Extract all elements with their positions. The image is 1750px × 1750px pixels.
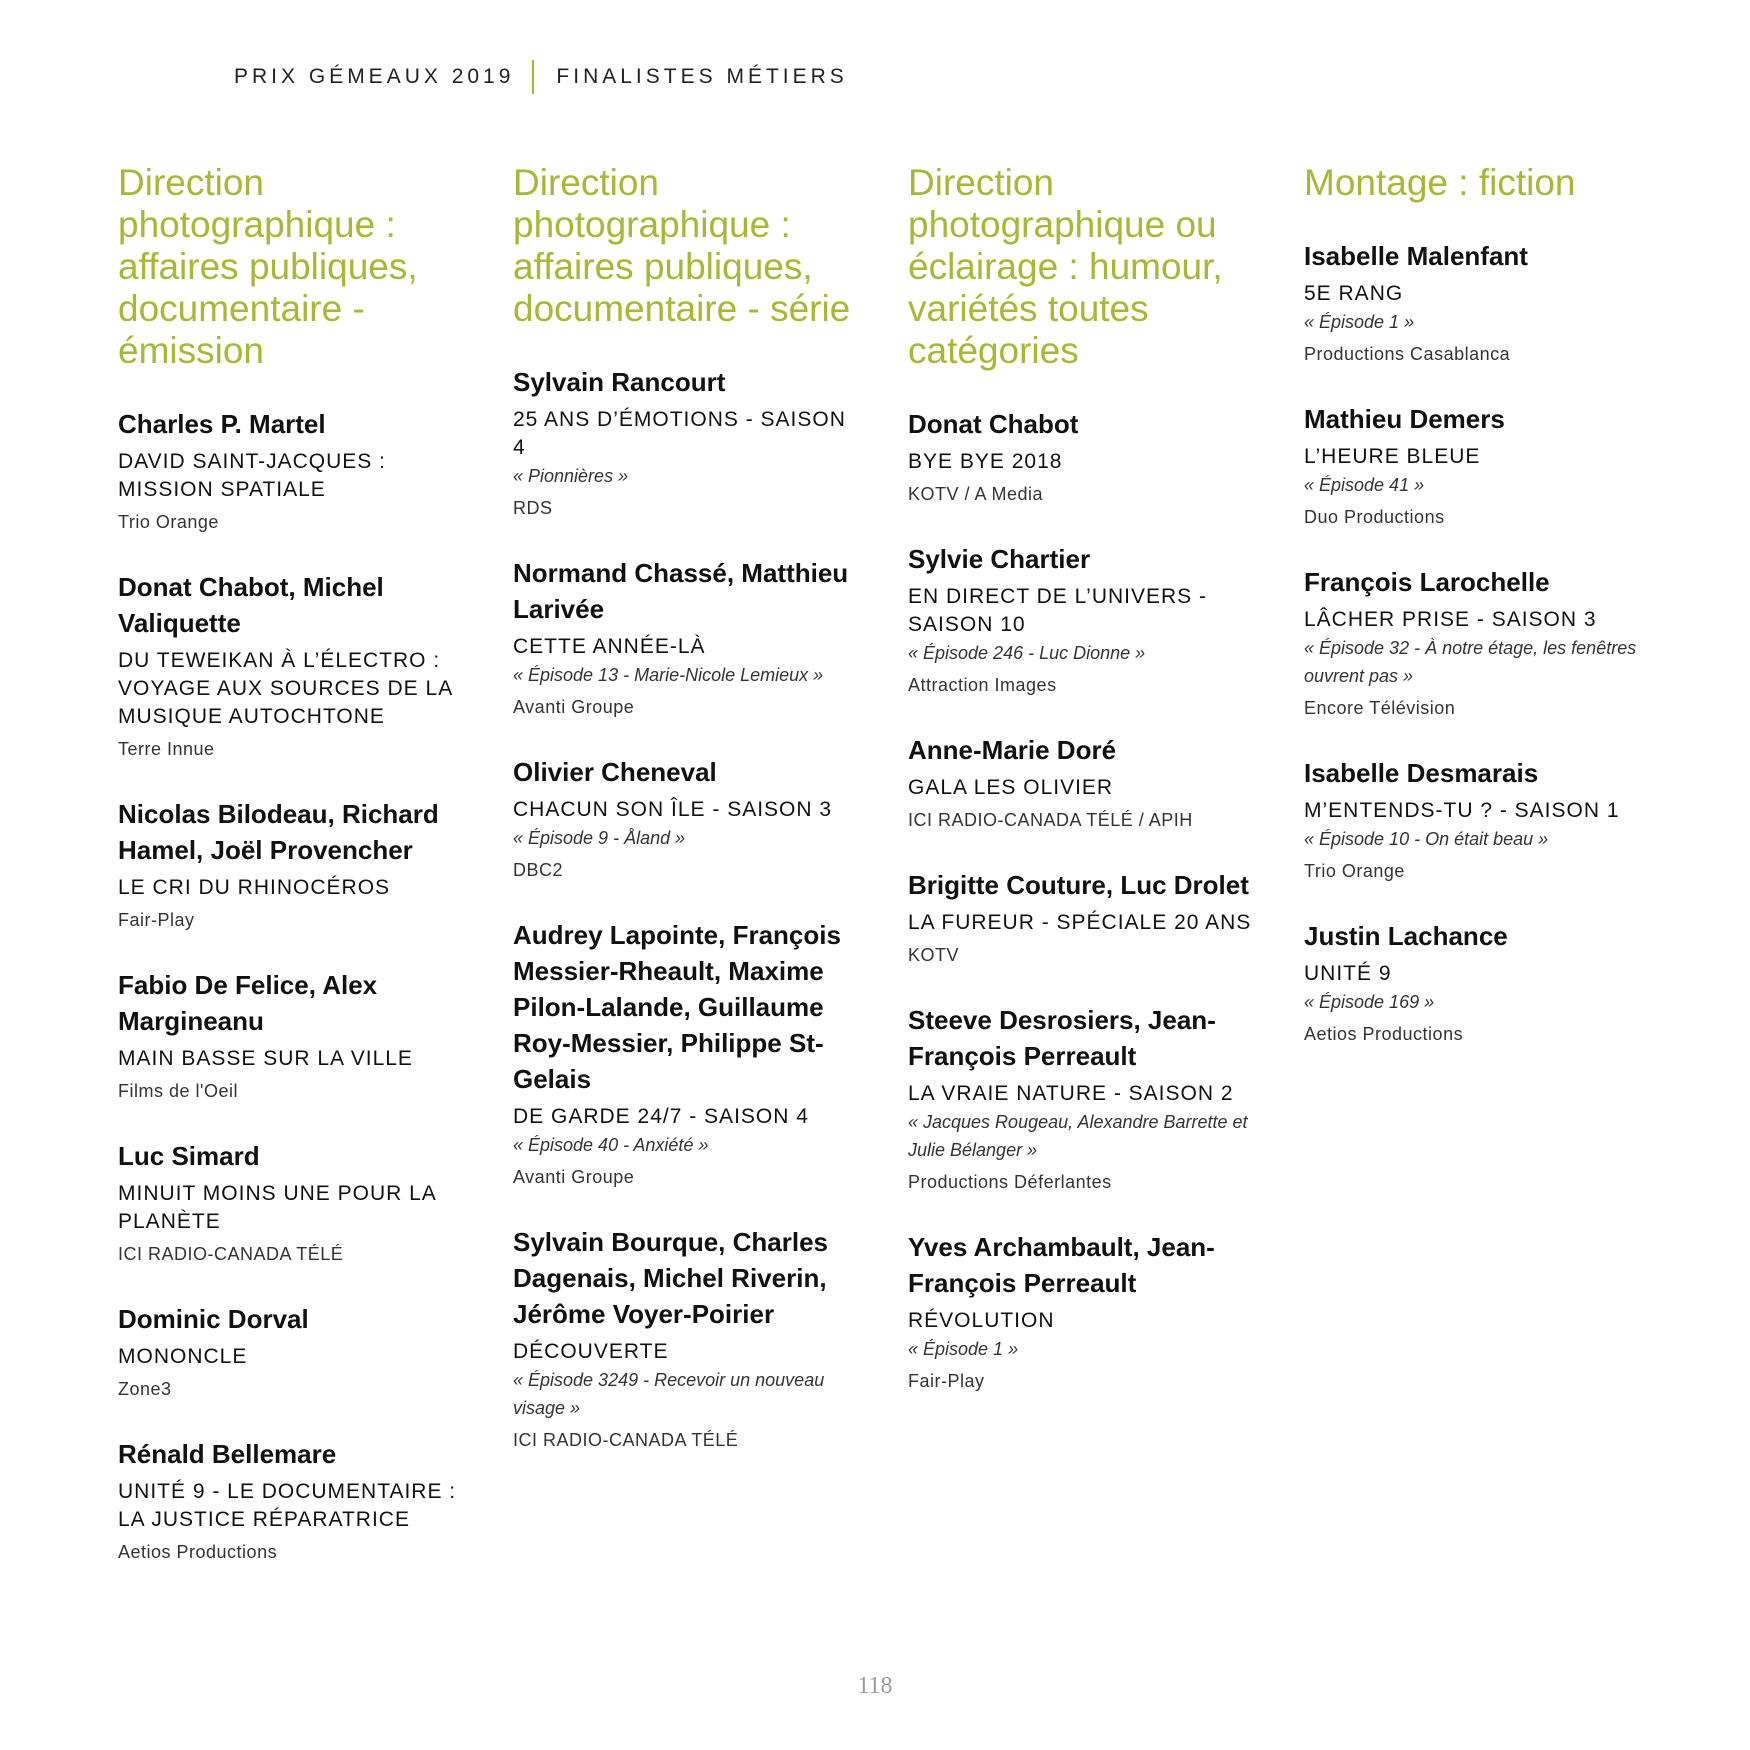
finalist-entry bbox=[1304, 755, 1654, 883]
production-company: Aetios Productions bbox=[118, 1542, 278, 1562]
finalist-names: Sylvain Rancourt bbox=[513, 367, 726, 397]
category-title: Montage : fiction bbox=[1304, 162, 1576, 203]
episode-title: « Pionnières » bbox=[513, 466, 629, 486]
production-company: Avanti Groupe bbox=[513, 1167, 635, 1187]
production-company: DBC2 bbox=[513, 860, 564, 880]
production-company: Avanti Groupe bbox=[513, 697, 635, 717]
production-company: Productions Déferlantes bbox=[908, 1172, 1112, 1192]
finalist-entry bbox=[118, 1436, 468, 1564]
category-column bbox=[1304, 162, 1654, 1081]
show-title: EN DIRECT DE L’UNIVERS - SAISON 10 bbox=[908, 585, 1207, 636]
show-title: LE CRI DU RHINOCÉROS bbox=[118, 876, 391, 899]
show-title: UNITÉ 9 bbox=[1304, 962, 1392, 985]
finalist-names: François Larochelle bbox=[1304, 567, 1550, 597]
finalist-names: Nicolas Bilodeau, Richard Hamel, Joël Provencher bbox=[118, 799, 439, 865]
production-company: Terre Innue bbox=[118, 739, 215, 759]
finalist-entry bbox=[118, 1138, 468, 1266]
show-title: CHACUN SON ÎLE - SAISON 3 bbox=[513, 798, 833, 821]
category-column bbox=[118, 162, 468, 1599]
header-divider bbox=[532, 60, 534, 94]
episode-title: « Épisode 13 - Marie-Nicole Lemieux » bbox=[513, 665, 824, 685]
production-company: Zone3 bbox=[118, 1379, 172, 1399]
finalist-names: Dominic Dorval bbox=[118, 1304, 309, 1334]
show-title: DU TEWEIKAN À L’ÉLECTRO : VOYAGE AUX SOURCES DE LA MUSIQUE AUTOCHTONE bbox=[118, 649, 453, 728]
show-title: MINUIT MOINS UNE POUR LA PLANÈTE bbox=[118, 1182, 436, 1233]
finalist-entry bbox=[118, 796, 468, 932]
finalist-names: Isabelle Desmarais bbox=[1304, 758, 1539, 788]
category-title: Direction photographique ou éclairage : humour, variétés toutes catégories bbox=[908, 162, 1223, 371]
finalist-entry bbox=[118, 967, 468, 1103]
finalist-names: Steeve Desrosiers, Jean-François Perreault bbox=[908, 1005, 1216, 1071]
episode-title: « Jacques Rougeau, Alexandre Barrette et Julie Bélanger » bbox=[908, 1112, 1248, 1160]
show-title: GALA LES OLIVIER bbox=[908, 776, 1114, 799]
episode-title: « Épisode 1 » bbox=[1304, 312, 1415, 332]
show-title: RÉVOLUTION bbox=[908, 1309, 1055, 1332]
episode-title: « Épisode 9 - Åland » bbox=[513, 828, 686, 848]
episode-title: « Épisode 3249 - Recevoir un nouveau visage » bbox=[513, 1370, 825, 1418]
show-title: LÂCHER PRISE - SAISON 3 bbox=[1304, 608, 1597, 631]
finalist-entry bbox=[908, 867, 1258, 967]
production-company: Productions Casablanca bbox=[1304, 344, 1511, 364]
finalist-names: Justin Lachance bbox=[1304, 921, 1508, 951]
finalist-names: Fabio De Felice, Alex Margineanu bbox=[118, 970, 378, 1036]
production-company: Duo Productions bbox=[1304, 507, 1445, 527]
show-title: DE GARDE 24/7 - SAISON 4 bbox=[513, 1105, 809, 1128]
production-company: Encore Télévision bbox=[1304, 698, 1456, 718]
finalist-names: Mathieu Demers bbox=[1304, 404, 1505, 434]
finalist-entry bbox=[908, 1229, 1258, 1393]
category-title: Direction photographique : affaires publiques, documentaire - émission bbox=[118, 162, 418, 371]
production-company: Trio Orange bbox=[118, 512, 219, 532]
finalist-entry bbox=[513, 364, 863, 520]
finalist-entry bbox=[1304, 918, 1654, 1046]
episode-title: « Épisode 169 » bbox=[1304, 992, 1435, 1012]
finalist-entry bbox=[1304, 238, 1654, 366]
production-company: Films de l'Oeil bbox=[118, 1081, 238, 1101]
finalist-names: Brigitte Couture, Luc Drolet bbox=[908, 870, 1249, 900]
production-company: KOTV bbox=[908, 945, 960, 965]
finalist-names: Luc Simard bbox=[118, 1141, 260, 1171]
finalist-names: Donat Chabot bbox=[908, 409, 1079, 439]
episode-title: « Épisode 32 - À notre étage, les fenêtres ouvrent pas » bbox=[1304, 638, 1637, 686]
header-section: FINALISTES MÉTIERS bbox=[556, 65, 848, 88]
show-title: UNITÉ 9 - LE DOCUMENTAIRE : LA JUSTICE RÉPARATRICE bbox=[118, 1480, 457, 1531]
finalist-names: Audrey Lapointe, François Messier-Rheault, Maxime Pilon-Lalande, Guillaume Roy-Messier, Philippe St-Gelais bbox=[513, 920, 841, 1094]
show-title: 5E RANG bbox=[1304, 282, 1404, 305]
finalist-entry bbox=[513, 555, 863, 719]
production-company: Aetios Productions bbox=[1304, 1024, 1464, 1044]
production-company: KOTV / A Media bbox=[908, 484, 1044, 504]
episode-title: « Épisode 246 - Luc Dionne » bbox=[908, 643, 1146, 663]
finalist-names: Donat Chabot, Michel Valiquette bbox=[118, 572, 384, 638]
show-title: DAVID SAINT-JACQUES : MISSION SPATIALE bbox=[118, 450, 386, 501]
category-column bbox=[908, 162, 1258, 1428]
show-title: LA FUREUR - SPÉCIALE 20 ANS bbox=[908, 911, 1252, 934]
show-title: M’ENTENDS-TU ? - SAISON 1 bbox=[1304, 799, 1620, 822]
category-column bbox=[513, 162, 863, 1487]
show-title: MONONCLE bbox=[118, 1345, 248, 1368]
header-title: PRIX GÉMEAUX 2019 bbox=[234, 65, 515, 88]
episode-title: « Épisode 41 » bbox=[1304, 475, 1425, 495]
finalist-entry bbox=[118, 406, 468, 534]
finalist-entry bbox=[513, 917, 863, 1189]
finalist-names: Olivier Cheneval bbox=[513, 757, 717, 787]
episode-title: « Épisode 1 » bbox=[908, 1339, 1019, 1359]
finalist-entry bbox=[1304, 401, 1654, 529]
finalist-entry bbox=[908, 541, 1258, 697]
production-company: ICI RADIO-CANADA TÉLÉ bbox=[118, 1244, 344, 1264]
page-header bbox=[234, 60, 848, 94]
finalist-names: Yves Archambault, Jean-François Perreault bbox=[908, 1232, 1215, 1298]
finalist-entry bbox=[513, 754, 863, 882]
finalist-names: Normand Chassé, Matthieu Larivée bbox=[513, 558, 849, 624]
finalist-entry bbox=[118, 569, 468, 761]
show-title: 25 ANS D’ÉMOTIONS - SAISON 4 bbox=[513, 408, 846, 459]
show-title: LA VRAIE NATURE - SAISON 2 bbox=[908, 1082, 1234, 1105]
show-title: MAIN BASSE SUR LA VILLE bbox=[118, 1047, 413, 1070]
finalist-names: Anne-Marie Doré bbox=[908, 735, 1117, 765]
finalist-entry bbox=[118, 1301, 468, 1401]
finalist-entry bbox=[1304, 564, 1654, 720]
finalist-names: Sylvain Bourque, Charles Dagenais, Michel Riverin, Jérôme Voyer-Poirier bbox=[513, 1227, 828, 1329]
finalist-names: Charles P. Martel bbox=[118, 409, 326, 439]
episode-title: « Épisode 10 - On était beau » bbox=[1304, 829, 1549, 849]
page-number: 118 bbox=[857, 1673, 893, 1699]
show-title: L’HEURE BLEUE bbox=[1304, 445, 1481, 468]
production-company: Fair-Play bbox=[118, 910, 195, 930]
production-company: ICI RADIO-CANADA TÉLÉ bbox=[513, 1430, 739, 1450]
production-company: Fair-Play bbox=[908, 1371, 985, 1391]
finalist-names: Isabelle Malenfant bbox=[1304, 241, 1528, 271]
finalist-entry bbox=[908, 1002, 1258, 1194]
show-title: CETTE ANNÉE-LÀ bbox=[513, 635, 706, 658]
finalist-names: Rénald Bellemare bbox=[118, 1439, 337, 1469]
show-title: DÉCOUVERTE bbox=[513, 1340, 669, 1363]
finalist-entry bbox=[908, 406, 1258, 506]
episode-title: « Épisode 40 - Anxiété » bbox=[513, 1135, 709, 1155]
finalist-entry bbox=[908, 732, 1258, 832]
show-title: BYE BYE 2018 bbox=[908, 450, 1063, 473]
production-company: RDS bbox=[513, 498, 553, 518]
category-title: Direction photographique : affaires publiques, documentaire - série bbox=[513, 162, 851, 329]
production-company: Attraction Images bbox=[908, 675, 1057, 695]
production-company: ICI RADIO-CANADA TÉLÉ / APIH bbox=[908, 810, 1193, 830]
finalist-entry bbox=[513, 1224, 863, 1452]
finalist-names: Sylvie Chartier bbox=[908, 544, 1091, 574]
production-company: Trio Orange bbox=[1304, 861, 1405, 881]
